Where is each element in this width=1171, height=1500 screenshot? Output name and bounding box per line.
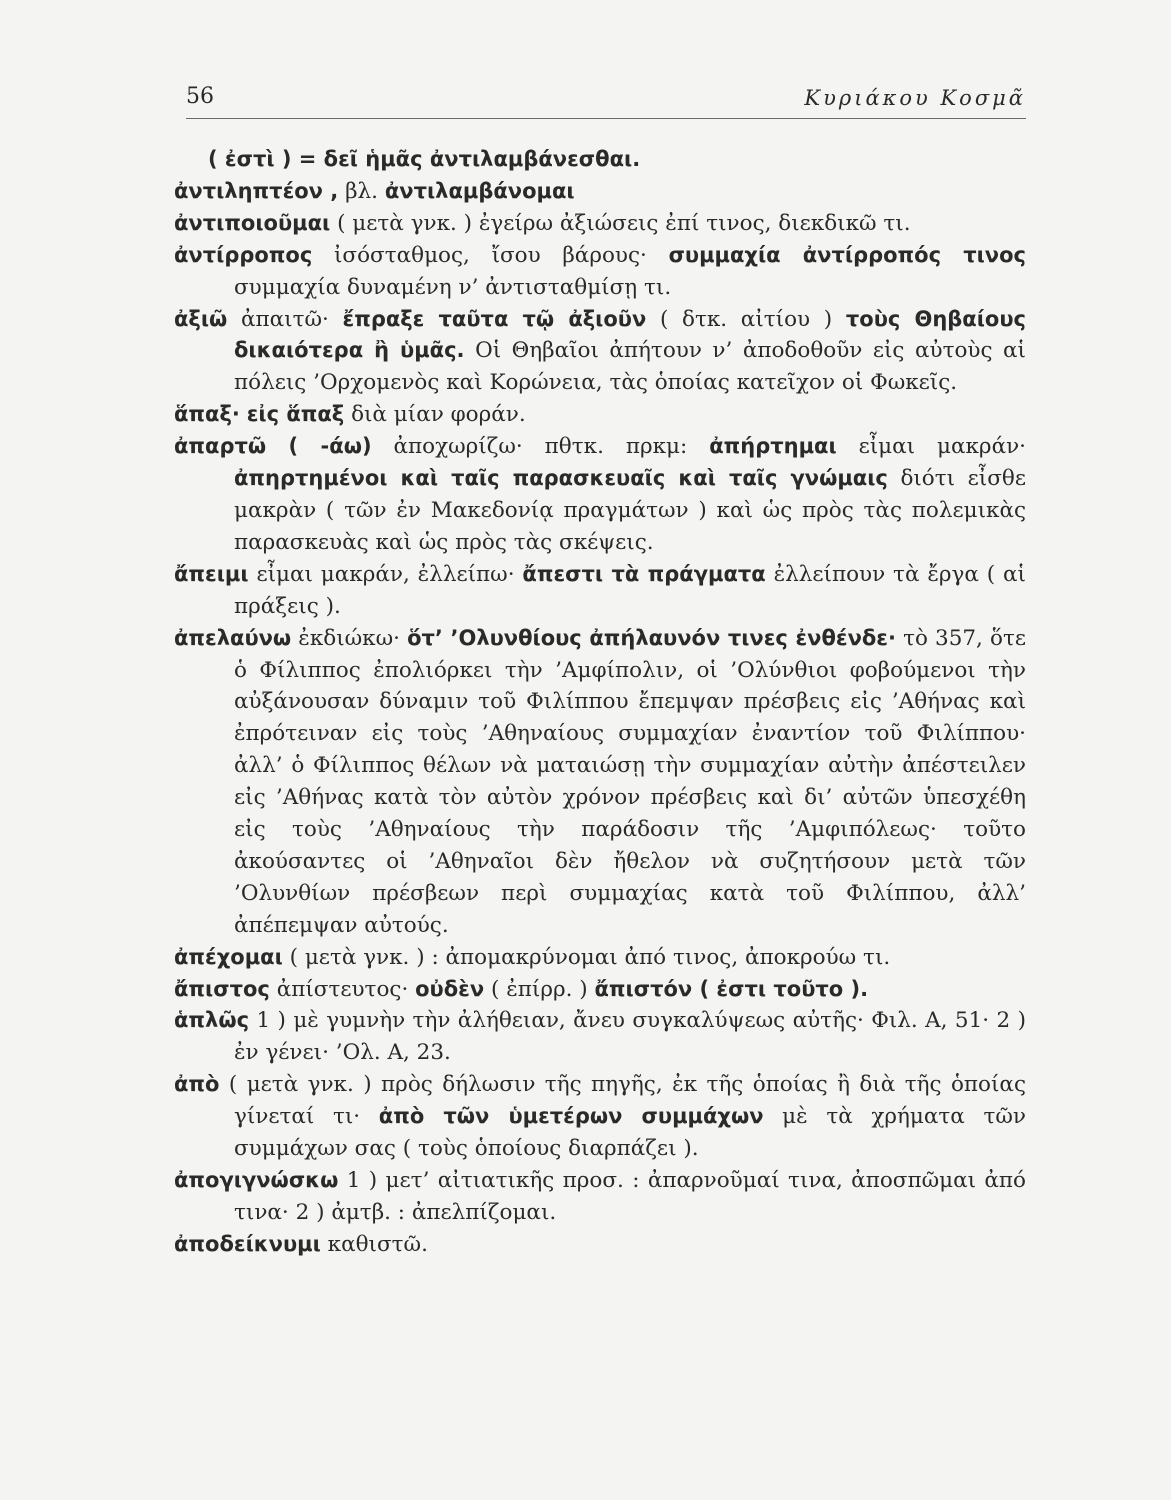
headword: ἀξιῶ xyxy=(174,306,228,331)
example-phrase: ἀπηρτημένοι καὶ ταῖς παρασκευαῖς καὶ ταῖς γνώμαις xyxy=(234,466,888,491)
entry-antilipteon xyxy=(174,176,1026,208)
headword: ἀπαρτῶ ( -άω) xyxy=(174,434,372,459)
page-number: 56 xyxy=(186,84,214,109)
definition: 1 ) μετ’ αἰτιατικῆς προσ. : ἀπαρνοῦμαί τινα, ἀποσπῶμαι ἀπό τινα· 2 ) ἀμτβ. : ἀπελπίζομαι. xyxy=(234,1168,1026,1225)
definition: καθιστῶ. xyxy=(327,1231,428,1257)
entry-antipoioumai xyxy=(174,208,1026,240)
definition: ( μετὰ γνκ. ) πρὸς δήλωσιν τῆς πηγῆς, ἐκ τῆς ὁποίας ἢ διὰ τῆς ὁποίας γίνεταί τι· xyxy=(228,1072,1026,1130)
headword: ἀποδείκνυμι xyxy=(174,1231,321,1256)
example-phrase: τοὺς Θηβαίους δικαιότερα ἢ ὑμᾶς. xyxy=(234,306,1026,363)
example-phrase: ἔπραξε ταῦτα τῷ ἀξιοῦν xyxy=(342,306,647,331)
entry-apelauno xyxy=(174,623,1026,942)
example-phrase: ἄπεστι τὰ πράγματα xyxy=(522,561,766,586)
entry-apogignosko xyxy=(174,1165,1026,1229)
definition: ( μετὰ γνκ. ) : ἀπομακρύνομαι ἀπό τινος, ἀποκρούω τι. xyxy=(289,944,891,970)
definition: ἀπίστευτος· xyxy=(276,976,409,1002)
entry-apo xyxy=(174,1069,1026,1165)
example-phrase: ὅτ’ ’Ολυνθίους ἀπήλαυνόν τινες ἐνθένδε· xyxy=(407,625,896,650)
entry-aparto xyxy=(174,431,1026,559)
phrase: ( ἐστὶ ) = δεῖ ἡμᾶς ἀντιλαμβάνεσθαι. xyxy=(208,147,641,171)
entry-apodeiknymi xyxy=(174,1229,1026,1261)
definition: Οἱ Θηβαῖοι ἀπήτουν ν’ ἀποδοθοῦν εἰς αὐτοὺς αἱ πόλεις ’Ορχομενὸς καὶ Κορώνεια, τὰς ὁποίας κατεῖχον οἱ Φωκεῖς. xyxy=(234,338,1026,396)
headword: ἁπλῶς xyxy=(174,1008,250,1033)
page-header xyxy=(186,84,1026,119)
headword: ἀπελαύνω xyxy=(174,625,292,650)
headword: ἀντιληπτέον , xyxy=(174,178,339,203)
definition: ἀποχωρίζω· πθτκ. πρκμ: xyxy=(393,434,688,460)
cross-reference: ἀντιλαμβάνομαι xyxy=(384,178,575,203)
definition: 1 ) μὲ γυμνὴν τὴν ἀλήθειαν, ἄνευ συγκαλύψεως αὐτῆς· Φιλ. Α, 51· 2 ) ἐν γένει· ’Ολ. Α, 23. xyxy=(234,1008,1026,1066)
headword: ἀντιποιοῦμαι xyxy=(174,210,331,235)
definition: τὸ 357, ὅτε ὁ Φίλιππος ἐπολιόρκει τὴν ’Αμφίπολιν, οἱ ’Ολύνθιοι φοβούμενοι τὴν αὐξάνουσαν δύναμιν τοῦ Φιλίππου ἔπεμψαν πρέσβεις εἰς ’Αθήνας καὶ ἐπρότειναν εἰς τοὺς ’Αθηναίους συμμαχίαν ἐναντίον τοῦ Φιλίππου· ἀλλ’ ὁ Φίλιππος θέλων νὰ ματαιώσῃ τὴν συμμαχίαν αὐτὴν ἀπέστειλεν εἰς ’Αθήνας κατὰ τὸν αὐτὸν χρόνον πρέσβεις καὶ δι’ αὐτῶν ὑπεσχέθη εἰς τοὺς ’Αθηναίους τὴν παράδοσιν τῆς ’Αμφιπόλεως· τοῦτο ἀκούσαντες οἱ ’Αθηναῖοι δὲν ἤθελον νὰ συζητήσουν μετὰ τῶν ’Ολυνθίων πρέσβεων περὶ συμμαχίας κατὰ τοῦ Φιλίππου, ἀλλ’ ἀπέπεμψαν αὐτούς. xyxy=(234,625,1026,938)
headword: ἄπειμι xyxy=(174,561,249,586)
entry-antirropos xyxy=(174,240,1026,304)
definition: ἐκδιώκω· xyxy=(298,625,400,651)
definition: ἀπαιτῶ· xyxy=(240,306,329,332)
example-phrase: εἰς ἅπαξ xyxy=(246,402,345,427)
example-phrase: ἄπιστόν ( ἐστι τοῦτο ). xyxy=(594,976,869,1001)
entry-axio xyxy=(174,304,1026,400)
running-head: Κυριάκου Κοσμᾶ xyxy=(804,86,1026,110)
example-phrase: ἀπήρτημαι xyxy=(709,434,837,459)
example-phrase: οὐδὲν xyxy=(415,976,485,1001)
definition: βλ. xyxy=(345,178,379,204)
headword: ἀντίρροπος xyxy=(174,242,313,267)
entry-apeimi xyxy=(174,559,1026,623)
definition: διὰ μίαν φοράν. xyxy=(351,402,526,428)
dictionary-body xyxy=(174,144,1026,1261)
headword: ἅπαξ· xyxy=(174,402,240,427)
headword: ἀπὸ xyxy=(174,1072,220,1097)
entry-apax xyxy=(174,399,1026,431)
entry-aplos xyxy=(174,1005,1026,1069)
headword: ἀπέχομαι xyxy=(174,944,283,969)
headword: ἀπογιγνώσκω xyxy=(174,1168,339,1192)
entry-apistos xyxy=(174,974,1026,1006)
definition: διότι εἶσθε μακρὰν ( τῶν ἐν Μακεδονίᾳ πραγμάτων ) καὶ ὡς πρὸς τὰς πολεμικὰς παρασκευὰς καὶ ὡς πρὸς τὰς σκέψεις. xyxy=(234,466,1026,555)
definition: ἐλλείπουν τὰ ἔργα ( αἱ πράξεις ). xyxy=(234,561,1026,619)
definition: ἰσόσταθμος, ἴσου βάρους· xyxy=(334,242,647,268)
example-phrase: συμμαχία ἀντίρροπός τινος xyxy=(668,242,1026,267)
headword: ἄπιστος xyxy=(174,976,270,1001)
entry-apechomai xyxy=(174,942,1026,974)
definition: συμμαχία δυναμένη ν’ ἀντισταθμίσῃ τι. xyxy=(234,274,672,300)
definition: εἶμαι μακράν, ἐλλείπω· xyxy=(256,561,515,587)
definition: ( δτκ. αἰτίου ) xyxy=(659,306,833,332)
entry-continuation xyxy=(174,144,1026,176)
definition: ( μετὰ γνκ. ) ἐγείρω ἀξιώσεις ἐπί τινος, διεκδικῶ τι. xyxy=(337,210,911,236)
example-phrase: ἀπὸ τῶν ὑμετέρων συμμάχων xyxy=(378,1104,764,1129)
definition: μὲ τὰ χρήματα τῶν συμμάχων σας ( τοὺς ὁποίους διαρπάζει ). xyxy=(234,1104,1026,1162)
definition: ( ἐπίρρ. ) xyxy=(491,976,588,1002)
definition: εἶμαι μακράν· xyxy=(858,434,1026,460)
